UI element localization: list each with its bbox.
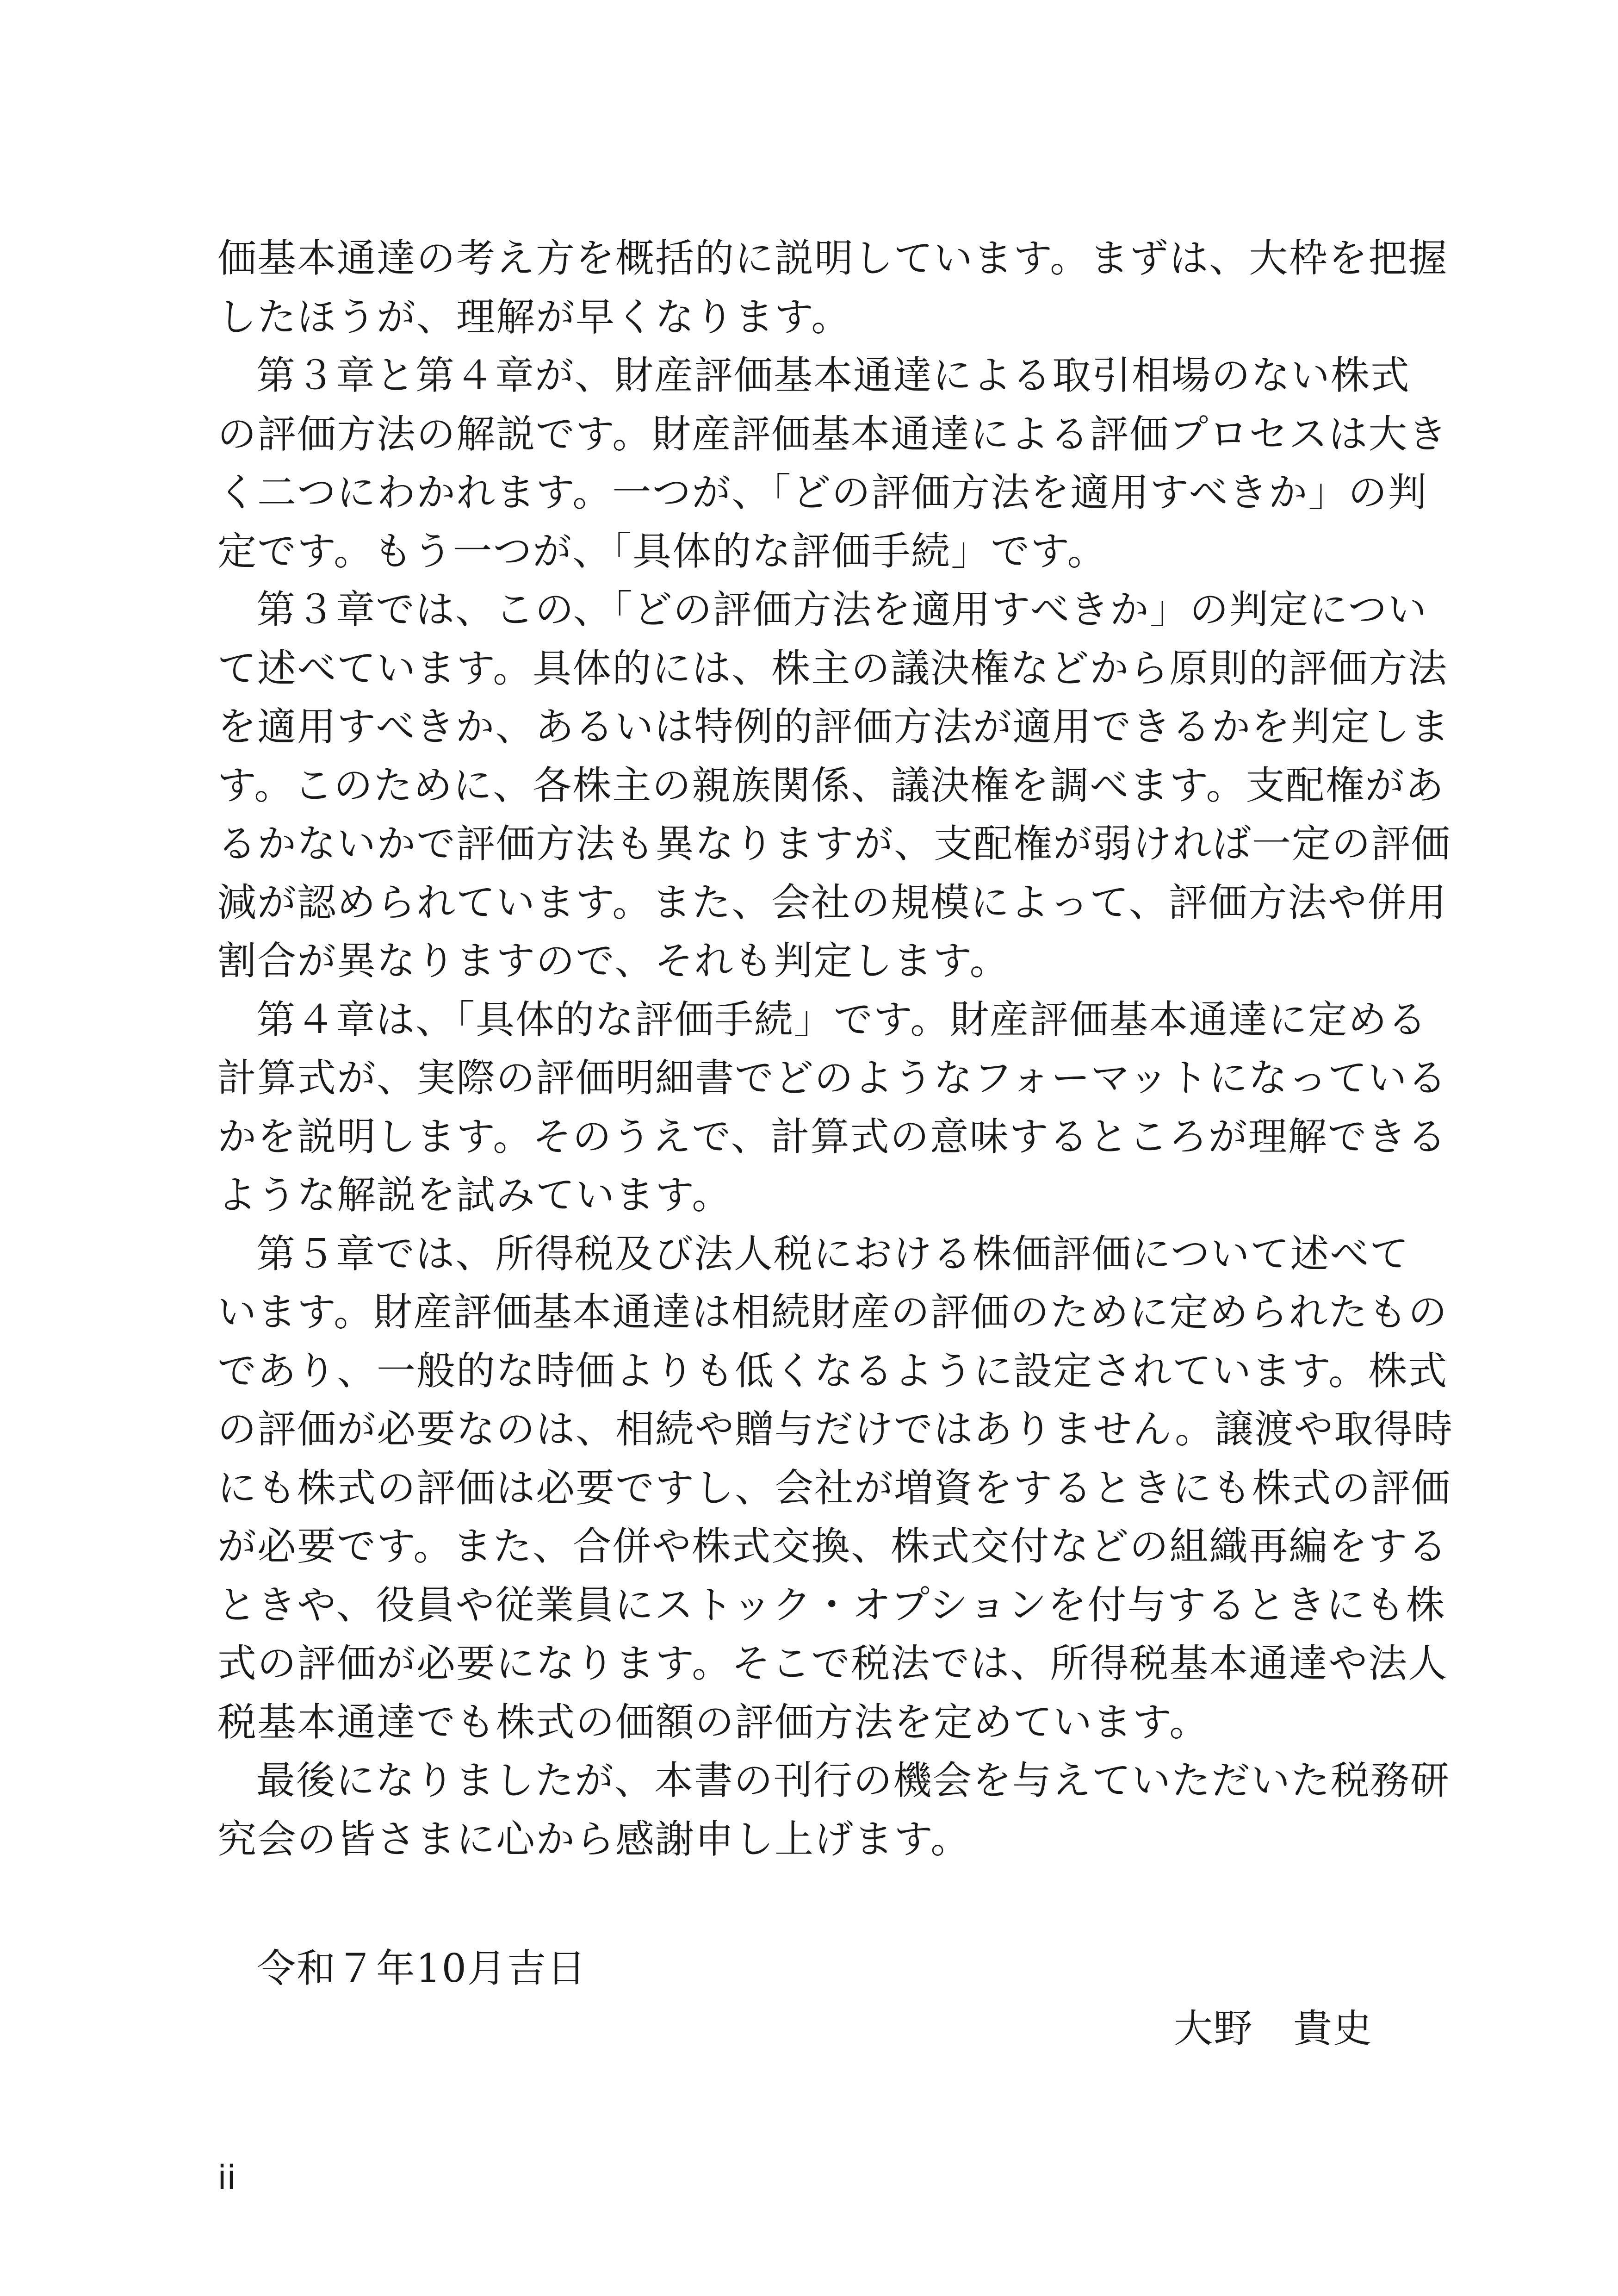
text-line: ような解説を試みています。 xyxy=(217,1172,732,1218)
text-line: 税基本通達でも株式の価額の評価方法を定めています。 xyxy=(217,1699,1209,1745)
text-line: います。財産評価基本通達は相続財産の評価のために定められたもの xyxy=(217,1289,1448,1335)
text-line: の評価が必要なのは、相続や贈与だけではありません。譲渡や取得時 xyxy=(217,1406,1454,1452)
text-line: にも株式の評価は必要ですし、会社が増資をするときにも株式の評価 xyxy=(217,1465,1451,1511)
text-line: す。このために、各株主の親族関係、議決権を調べます。支配権があ xyxy=(217,762,1445,808)
text-line: 第３章では、この、「どの評価方法を適用すべきか」の判定につい xyxy=(256,587,1428,632)
text-line: 第４章は、「具体的な評価手続」です。財産評価基本通達に定める xyxy=(256,996,1428,1042)
date-line: 令和７年10月吉日 xyxy=(257,1946,587,1991)
text-line: く二つにわかれます。一つが、「どの評価方法を適用すべきか」の判 xyxy=(217,470,1428,515)
text-line: 式の評価が必要になります。そこで税法では、所得税基本通達や法人 xyxy=(217,1641,1448,1686)
text-line: 第３章と第４章が、財産評価基本通達による取引相場のない株式 xyxy=(256,353,1411,398)
text-line: を適用すべきか、あるいは特例的評価方法が適用できるかを判定しま xyxy=(217,704,1451,749)
body-text xyxy=(217,229,1454,1868)
text-line: 計算式が、実際の評価明細書でどのようなフォーマットになっている xyxy=(217,1055,1448,1101)
text-line: 価基本通達の考え方を概括的に説明しています。まずは、大枠を把握 xyxy=(217,236,1448,281)
text-line: 第５章では、所得税及び法人税における株価評価について述べて xyxy=(256,1231,1410,1276)
text-line: ときや、役員や従業員にストック・オプションを付与するときにも株 xyxy=(217,1582,1446,1628)
text-line: 減が認められています。また、会社の規模によって、評価方法や併用 xyxy=(217,879,1447,925)
text-line: るかないかで評価方法も異なりますが、支配権が弱ければ一定の評価 xyxy=(217,821,1451,866)
text-line: したほうが、理解が早くなります。 xyxy=(217,294,851,340)
author-name: 大野 貴史 xyxy=(1173,2006,1373,2051)
text-line: かを説明します。そのうえで、計算式の意味するところが理解できる xyxy=(217,1114,1447,1159)
page-number: ii xyxy=(217,2158,236,2197)
text-line: 割合が異なりますので、それも判定します。 xyxy=(217,938,1010,983)
text-line: 最後になりましたが、本書の刊行の機会を与えていただいた税務研 xyxy=(256,1758,1451,1803)
text-line: 定です。もう一つが、「具体的な評価手続」です。 xyxy=(217,528,1107,574)
text-line: 究会の皆さまに心から感謝申し上げます。 xyxy=(217,1816,971,1862)
text-line: であり、一般的な時価よりも低くなるように設定されています。株式 xyxy=(217,1348,1448,1394)
text-line: の評価方法の解説です。財産評価基本通達による評価プロセスは大き xyxy=(217,411,1448,457)
text-line: が必要です。また、合併や株式交換、株式交付などの組織再編をする xyxy=(217,1524,1448,1569)
text-line: て述べています。具体的には、株主の議決権などから原則的評価方法 xyxy=(217,645,1448,691)
